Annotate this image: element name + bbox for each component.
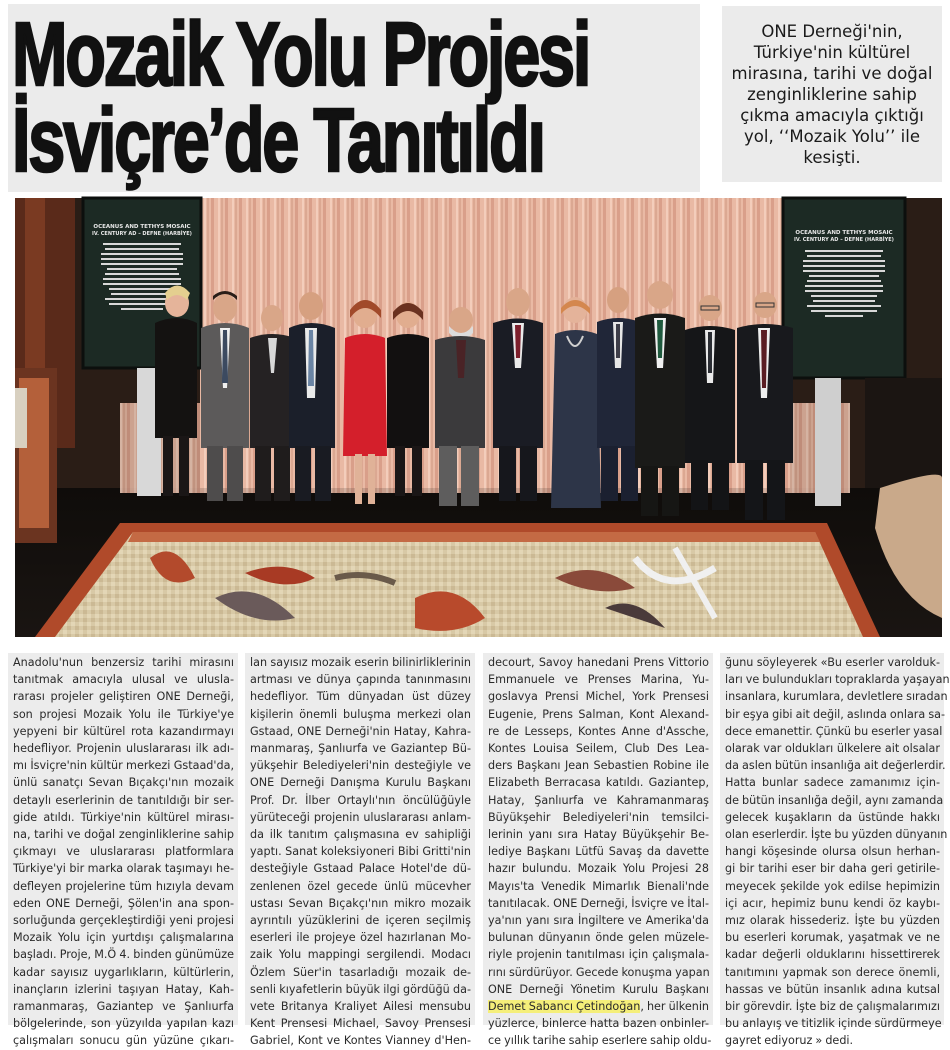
subhead-box — [722, 6, 942, 182]
highlighted-name: Demet Sabancı Çetindoğan — [488, 1000, 641, 1014]
text-line: decourt, Savoy hanedani Prens Vittorio — [488, 656, 709, 669]
svg-text:OCEANUS AND TETHYS MOSAIC: OCEANUS AND TETHYS MOSAIC — [795, 230, 893, 236]
text-line: eserleri ile projeye özel hazırlanan Mo- — [250, 931, 471, 945]
text-line: lediye Başkanı Lütfü Savaş da davette — [488, 845, 709, 859]
text-line: desteğiyle Gstaad Palace Hotel'de dü- — [250, 862, 471, 876]
text-line: senli kıyafetlerin büyük ilgi gördüğü da- — [250, 982, 471, 996]
article-column-1 — [8, 653, 238, 1048]
text-line: Büyükşehir Belediyeleri'nin temsilci- — [488, 810, 709, 824]
text-line: bir görevdir. İşte biz de çalışmalarımızı — [725, 1000, 940, 1014]
text-line: vete Britanya Kraliyet Ailesi mensubu — [250, 1000, 471, 1014]
text-line: eden ONE Derneği, Şölen'in ana spon- — [13, 896, 234, 910]
text-line: ünlü sanatçı Sevan Bıçakçı'nın mozaik — [13, 776, 234, 790]
text-line: Türkiye'yi bir marka olarak taşımayı he- — [13, 862, 234, 876]
text-line: ramanmaraş, Gaziantep ve Şanlıurfa — [13, 1000, 234, 1014]
text-fragment: , her ülkenin — [640, 1000, 710, 1014]
text-line: ayrıntılı yüzüklerini de içeren seçilmiş — [250, 914, 471, 928]
text-line: defleyen projelerine tüm hızıyla devam — [13, 879, 234, 893]
text-line: Kent Prensesi Michael, Savoy Prensesi — [250, 1017, 471, 1031]
text-line: kadar değerli olduklarını hissettirerek — [725, 948, 940, 962]
text-line: insanlara, kurumlara, devletlere sıradan — [725, 690, 948, 704]
text-line: son projesi Mozaik Yolu ile Türkiye'ye — [13, 707, 234, 721]
text-line: ğunu söyleyerek «Bu eserler varolduk- — [725, 656, 940, 669]
text-line: Hatta bunlar sadece zamanımız için- — [725, 776, 940, 790]
text-line: ya'nın yanı sıra İngiltere ve Amerika'da — [488, 914, 709, 928]
text-line: yükşehir Belediyeleri'nin desteğiyle ve — [250, 759, 471, 773]
text-line: manmaraş, Şanlıurfa ve Gaziantep Bü- — [250, 742, 471, 756]
text-line: Özlem Süer'in tasarladığı mozaik de- — [250, 965, 471, 979]
text-line: Mayıs'ta Venedik Mimarlık Bienali'nde — [488, 879, 709, 893]
screen-left-title-1: OCEANUS AND TETHYS MOSAIC — [93, 224, 191, 230]
text-line: mı İsviçre'nin kültür merkezi Gstaad'da, — [13, 759, 234, 773]
text-line: hassas ve bütün insanlık adına kutsal — [725, 982, 940, 996]
column-3-text — [488, 654, 712, 1050]
text-line: Eugenie, Prens Salman, Kont Alexand- — [488, 707, 709, 721]
subhead-text: ONE Derneği'nin, Türkiye'nin kültürel mirasına, tarihi ve doğal zenginliklerine sahip çıkma amacıyla çıktığı yol, ‘‘Mozaik Yolu’’ ile kesişti. — [731, 21, 933, 167]
text-line: zaik Yolu mappingi sergilendi. Modacı — [250, 948, 471, 962]
text-line: kadar sayısız uygarlıkların, kültürlerin, — [13, 965, 234, 979]
text-line: Elizabeth Berracasa katıldı. Gaziantep, — [488, 776, 709, 790]
text-line: Gstaad, ONE Derneği'nin Hatay, Kahra- — [250, 724, 471, 738]
event-photo-illustration — [15, 198, 942, 637]
text-line: bölgelerinde, son yüzyılda yapılan kazı — [13, 1017, 234, 1031]
text-line: Emmanuele ve Prenses Marina, Yu- — [488, 673, 709, 687]
text-line: başladı. Proje, M.Ö 4. binden günümüze — [13, 948, 234, 962]
text-line: da ilk tanıtım çalışmasına ev sahipliği — [250, 828, 471, 842]
text-line: mız olarak hissederiz. İşte bu yüzden — [725, 914, 940, 928]
text-line: inançların izlerini taşıyan Hatay, Kah- — [13, 982, 234, 996]
text-line: Gabriel, Kont ve Kontes Vianney d'Hen- — [250, 1034, 471, 1048]
text-line: olarak var oldukları ülkelere ait olsalar — [725, 742, 940, 756]
text-line: hedefliyor. Projenin uluslararası ilk adı- — [13, 742, 234, 756]
text-line: tanıtımını yapmak son derece önemli, — [725, 965, 940, 979]
text-line: zenlenen özel gecede ünlü mücevher — [250, 879, 471, 893]
floor-mosaic — [35, 523, 880, 637]
text-line: hedefliyor. Tüm dünyadan üst düzey — [250, 690, 471, 704]
highlighted-line — [488, 998, 709, 1015]
column-4-text — [725, 654, 950, 1050]
headline-line-1: Mozaik Yolu Projesi — [12, 5, 590, 105]
text-line: ONE Derneği Yönetim Kurulu Başkanı — [488, 982, 709, 996]
text-line: yürüteceği projenin uluslararası anlam- — [250, 810, 471, 824]
text-line: kişilerin önemli buluşma merkezi olan — [250, 707, 471, 721]
text-line: re de Lesseps, Kontes Anne d'Assche, — [488, 724, 709, 738]
text-line: gide atıldı. Türkiye'nin kültürel mirası- — [13, 810, 234, 824]
text-line: da aslen bütün insanlığa ait değerlerdir. — [725, 759, 946, 773]
text-line: ders Başkanı Jean Sebastien Robine ile — [488, 759, 709, 773]
text-line: çıkmayı ve uluslararası platformlara — [13, 845, 234, 859]
text-line: gi bir tarihi eser bir daha geri getirile- — [725, 862, 940, 876]
text-line: tanıtmak amacıyla ulusal ve ulusla- — [13, 673, 234, 687]
text-line: ları ve bulundukları topraklarda yaşayan — [725, 673, 950, 687]
text-line: na, tarihi ve doğal zenginliklerine sahip — [13, 828, 234, 842]
text-line: detaylı eserlerinin de tanıtıldığı bir ser- — [13, 793, 234, 807]
text-line: bu eserleri korumak, yaşatmak ve ne — [725, 931, 940, 945]
text-line: çalışmaları sonucu gün yüzüne çıkarı- — [13, 1034, 234, 1048]
column-2-text — [250, 654, 471, 1050]
text-line: lerinin yanı sıra Hatay Büyükşehir Be- — [488, 828, 709, 842]
text-line: gayret ediyoruz » dedi. — [725, 1034, 854, 1048]
text-line: artması ve dünya çapında tanınmasını — [250, 673, 471, 687]
text-line: lan sayısız mozaik eserin bilinirliklerinin — [250, 656, 471, 669]
article-column-2 — [245, 653, 475, 1048]
article-column-3 — [483, 653, 713, 1048]
event-photo — [15, 198, 942, 637]
text-line: dece emanettir. Çünkü bu eserler yasal — [725, 724, 943, 738]
svg-text:IV. CENTURY AD – DEFNE (HARBİY: IV. CENTURY AD – DEFNE (HARBİYE) — [92, 231, 192, 237]
text-line: rını sürdürüyor. Gecede konuşma yapan — [488, 965, 710, 979]
text-line: yepyeni bir kültürel rota kazandırmayı — [13, 724, 234, 738]
text-line: içi acır, hepimiz bunu kendi öz kaybı- — [725, 896, 940, 910]
headline-line-2: İsviçre’de Tanıtıldı — [12, 91, 544, 191]
text-line: Anadolu'nun benzersiz tarihi mirasını — [13, 656, 234, 669]
text-line: hazır bulundu. Mozaik Yolu Projesi 28 — [488, 862, 709, 876]
text-line: olan eserlerdir. İşte bu yüzden dünyanın — [725, 828, 948, 842]
text-line: Mozaik Yolu için yurtdışı çalışmalarına — [13, 931, 234, 945]
text-line: Kontes Louisa Seilem, Club Des Lea- — [488, 742, 709, 756]
text-line: sorluğunda gerçekleştirdiği yeni projesi — [13, 914, 234, 928]
text-line: meyecek şekilde yok edilse hepimizin — [725, 879, 940, 893]
text-line: hangi köşesinde olursa olsun herhan- — [725, 845, 940, 859]
text-line: goslavya Prensi Michel, York Prensesi — [488, 690, 709, 704]
text-line: ce yıllık tarihe sahip eserlere sahip oldu- — [488, 1034, 712, 1048]
text-line: bir eşya gibi ait değil, aslında onlara sa- — [725, 707, 946, 721]
text-line: ustası Sevan Bıçakçı'nın mikro mozaik — [250, 896, 471, 910]
text-line: tanıtılacak. ONE Derneği, İsviçre ve İtal- — [488, 896, 709, 910]
article-column-4 — [720, 653, 950, 1048]
text-line: rarası projeler geliştiren ONE Derneği, — [13, 690, 234, 704]
text-line: Prof. Dr. İlber Ortaylı'nın öncülüğüyle — [250, 793, 471, 807]
text-line: bulunan dünyanın önde gelen müzele- — [488, 931, 709, 945]
headline-box — [8, 4, 700, 192]
text-line: riyle projenin tanıtılması için çalışmala- — [488, 948, 709, 962]
column-1-text — [13, 654, 234, 1050]
text-line: de bütün insanlığa değil, aynı zamanda — [725, 793, 944, 807]
text-line: bu anlayış ve titizlik içinde sürdürmeye — [725, 1017, 942, 1031]
text-line: yüzlerce, binlerce hatta bazen onbinler- — [488, 1017, 709, 1031]
text-line: gelecek kuşakların da üstünde hakkı — [725, 810, 940, 824]
text-line: Hatay, Şanlıurfa ve Kahramanmaraş — [488, 793, 709, 807]
text-line: yaptı. Sanat koleksiyoneri Bibi Gritti'nin — [250, 845, 471, 859]
svg-text:IV. CENTURY AD – DEFNE (HARBİY: IV. CENTURY AD – DEFNE (HARBİYE) — [794, 237, 894, 243]
text-line: ONE Derneği Danışma Kurulu Başkanı — [250, 776, 471, 790]
